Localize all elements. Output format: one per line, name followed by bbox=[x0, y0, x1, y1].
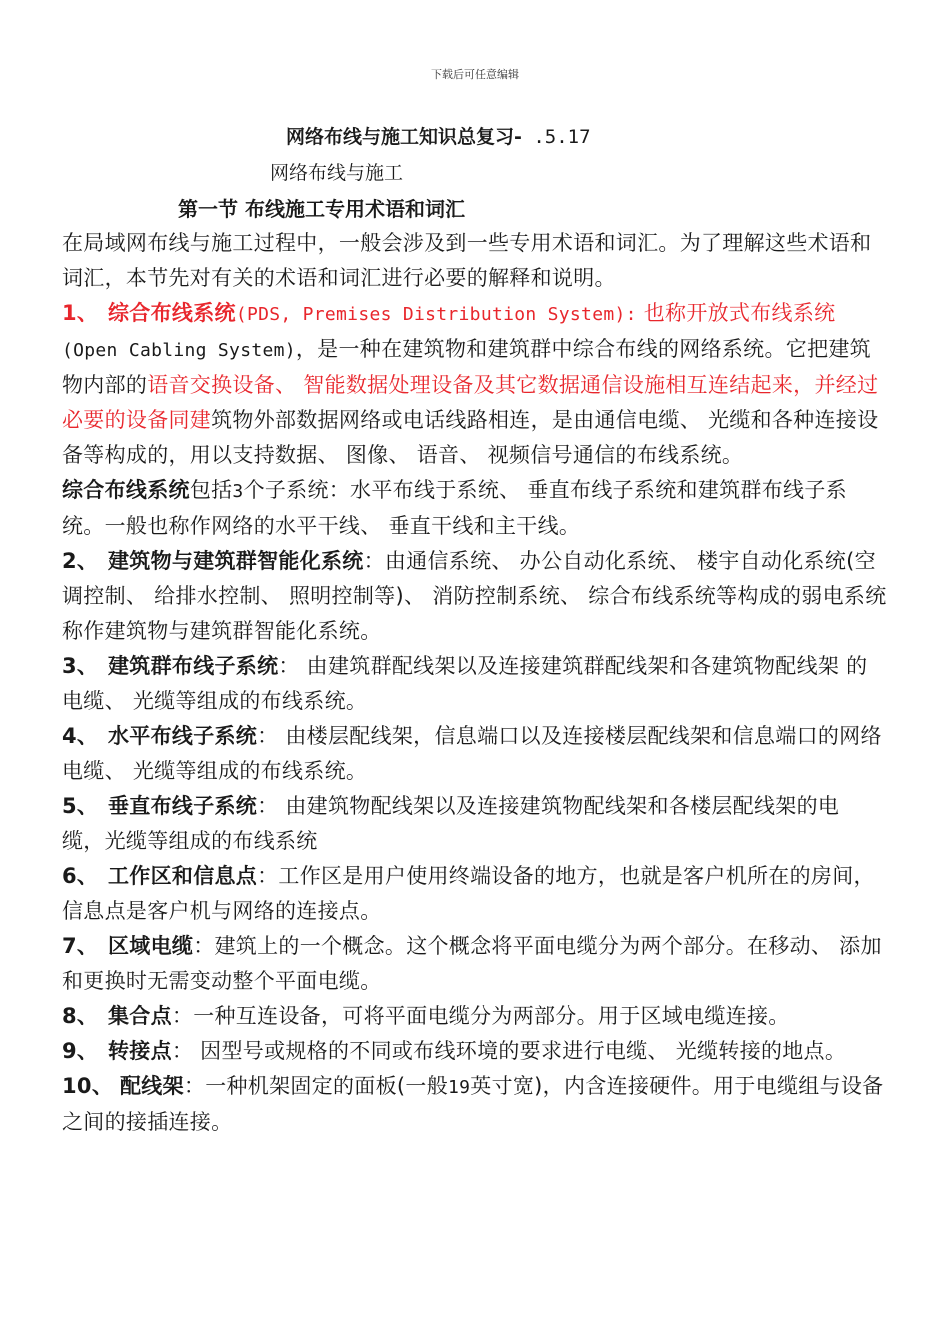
item-term: 垂直布线子系统 bbox=[108, 794, 258, 818]
list-item bbox=[62, 296, 888, 473]
item-number: 1、 bbox=[62, 301, 99, 325]
item-text: ： 由建筑物配线架以及连接建筑物配线架和各楼层配线架的电 缆，光缆等组成的布线系统 bbox=[62, 794, 840, 853]
item-number: 4、 bbox=[62, 724, 99, 748]
item-number: 9、 bbox=[62, 1039, 99, 1063]
item-red-text: 也称开放式布线系统 bbox=[636, 301, 836, 325]
item-text: 英寸宽)，内含连接硬件。用于电缆组与设备之间的接插连接。 bbox=[62, 1074, 884, 1134]
list-item bbox=[62, 544, 888, 649]
item-number: 8、 bbox=[62, 1004, 99, 1028]
item-text: 个子系统：水平布线于系统、 垂直布线子系统和建筑群布线子系统。一般也称作网络的水平干线、 垂直干线和主干线。 bbox=[62, 478, 847, 538]
list-item bbox=[62, 789, 888, 859]
item-text: ：一种互连设备，可将平面电缆分为两部分。用于区域电缆连接。 bbox=[171, 1004, 790, 1028]
item-term: 转接点 bbox=[108, 1039, 172, 1063]
list-item bbox=[62, 719, 888, 789]
list-item bbox=[62, 1034, 888, 1069]
list-item bbox=[62, 649, 888, 719]
item-term: 工作区和信息点 bbox=[108, 864, 258, 888]
document-body bbox=[62, 226, 888, 1140]
item-count: 3 bbox=[232, 481, 244, 502]
section-heading: 第一节 布线施工专用术语和词汇 bbox=[178, 197, 465, 221]
item-alias: (Open Cabling System) bbox=[62, 340, 296, 361]
list-item bbox=[62, 929, 888, 999]
item-number: 6、 bbox=[62, 864, 99, 888]
page-header-note: 下载后可任意编辑 bbox=[431, 68, 519, 81]
item-text: ：工作区是用户使用终端设备的地方，也就是客户机所在的房间，信息点是客户机与网络的连接点。 bbox=[62, 864, 875, 923]
item-number: 3、 bbox=[62, 654, 99, 678]
item-text: ：由通信系统、 办公自动化系统、 楼宇自动化系统(空调控制、 给排水控制、 照明控制等)、 消防控制系统、 综合布线系统等构成的弱电系统称作建筑物与建筑群智能化系统。 bbox=[62, 549, 887, 643]
item-abbr: (PDS, Premises Distribution System): bbox=[235, 304, 637, 325]
item-number: 10、 bbox=[62, 1074, 114, 1098]
item-number: 2、 bbox=[62, 549, 99, 573]
item-number: 5、 bbox=[62, 794, 99, 818]
item-term: 水平布线子系统 bbox=[108, 724, 258, 748]
item-term: 建筑群布线子系统 bbox=[108, 654, 279, 678]
item-text: ：一种机架固定的面板(一般 bbox=[183, 1074, 448, 1098]
item-text: 包括 bbox=[189, 478, 233, 502]
list-item bbox=[62, 1069, 888, 1140]
page-title bbox=[286, 122, 591, 149]
title-text: 网络布线与施工知识总复习- bbox=[286, 126, 522, 148]
item-term: 综合布线系统 bbox=[108, 301, 236, 325]
item-term: 综合布线系统 bbox=[62, 478, 190, 502]
list-item bbox=[62, 999, 888, 1034]
item-term: 建筑物与建筑群智能化系统 bbox=[108, 549, 364, 573]
title-date: .5.17 bbox=[521, 126, 591, 148]
item-text: ：建筑上的一个概念。这个概念将平面电缆分为两个部分。在移动、 添加和更换时无需变动整个平面电缆。 bbox=[62, 934, 882, 993]
item-red-text: 语音交换设备、 智能数据处理设备及其它数据通信设施相互连结起来，并经过必要的设备同建 bbox=[62, 373, 879, 432]
item-text: ，是一种在建筑物和建筑群中综合布线的网络系统。它把建筑物内部的 bbox=[62, 337, 871, 397]
item-text: ： 由楼层配线架，信息端口以及连接楼层配线架和信息端口的网络电缆、 光缆等组成的布线系统。 bbox=[62, 724, 882, 783]
intro-paragraph: 在局域网布线与施工过程中，一般会涉及到一些专用术语和词汇。为了理解这些术语和词汇，本节先对有关的术语和词汇进行必要的解释和说明。 bbox=[62, 231, 872, 290]
item-text: ： 因型号或规格的不同或布线环境的要求进行电缆、 光缆转接的地点。 bbox=[171, 1039, 847, 1063]
item-text: 筑物外部数据网络或电话线路相连，是由通信电缆、 光缆和各种连接设备等构成的，用以支持数据、 图像、 语音、 视频信号通信的布线系统。 bbox=[62, 408, 879, 467]
item-term: 配线架 bbox=[120, 1074, 184, 1098]
item-size: 19 bbox=[448, 1077, 471, 1098]
page-subtitle: 网络布线与施工 bbox=[270, 162, 404, 184]
list-item bbox=[62, 473, 888, 544]
item-text: ： 由建筑群配线架以及连接建筑群配线架和各建筑物配线架 的电缆、 光缆等组成的布线系统。 bbox=[62, 654, 868, 713]
item-term: 区域电缆 bbox=[108, 934, 194, 958]
item-term: 集合点 bbox=[108, 1004, 172, 1028]
list-item bbox=[62, 859, 888, 929]
item-number: 7、 bbox=[62, 934, 99, 958]
